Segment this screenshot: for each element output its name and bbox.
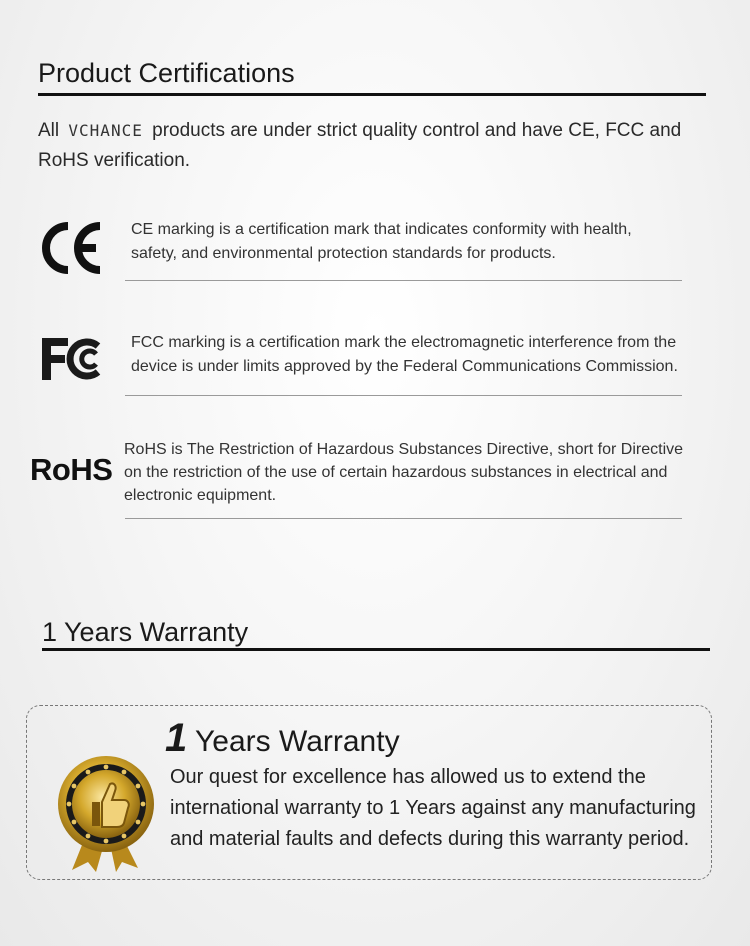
intro-prefix: All (38, 120, 60, 141)
warranty-box-title (165, 716, 400, 761)
fcc-logo-icon (38, 334, 108, 384)
certifications-intro (38, 116, 718, 176)
warranty-section-title: 1 Years Warranty (42, 617, 249, 647)
certifications-title-rule (38, 93, 706, 96)
certifications-title: Product Certifications (38, 58, 295, 88)
warranty-text: Our quest for excellence has allowed us to extend the international warranty to 1 Years against any manufacturing and material faults and defects during this warranty period. (170, 766, 696, 850)
ce-divider (125, 280, 682, 281)
fcc-description: FCC marking is a certification mark the electromagnetic interference from the device is under limits approved by the Federal Communications Commission. (131, 334, 678, 375)
fcc-divider (125, 395, 682, 396)
ce-description: CE marking is a certification mark that indicates conformity with health, safety, and environmental protection standards for products. (131, 221, 632, 262)
intro-suffix: products are under strict quality control and have CE, FCC and RoHS verification. (38, 120, 682, 171)
ce-logo-icon (38, 218, 108, 278)
warranty-number: 1 (165, 716, 188, 760)
brand-name: VCHANCE (68, 121, 143, 140)
thumbs-up-gold-seal-icon (54, 752, 160, 874)
warranty-title-rule (42, 648, 710, 651)
rohs-divider (125, 518, 682, 519)
warranty-title-text: Years Warranty (195, 725, 400, 758)
rohs-logo-icon: RoHS (30, 452, 113, 487)
rohs-description: RoHS is The Restriction of Hazardous Substances Directive, short for Directive on the restriction of the use of certain hazardous substances in electrical and electronic equipment. (124, 441, 684, 504)
